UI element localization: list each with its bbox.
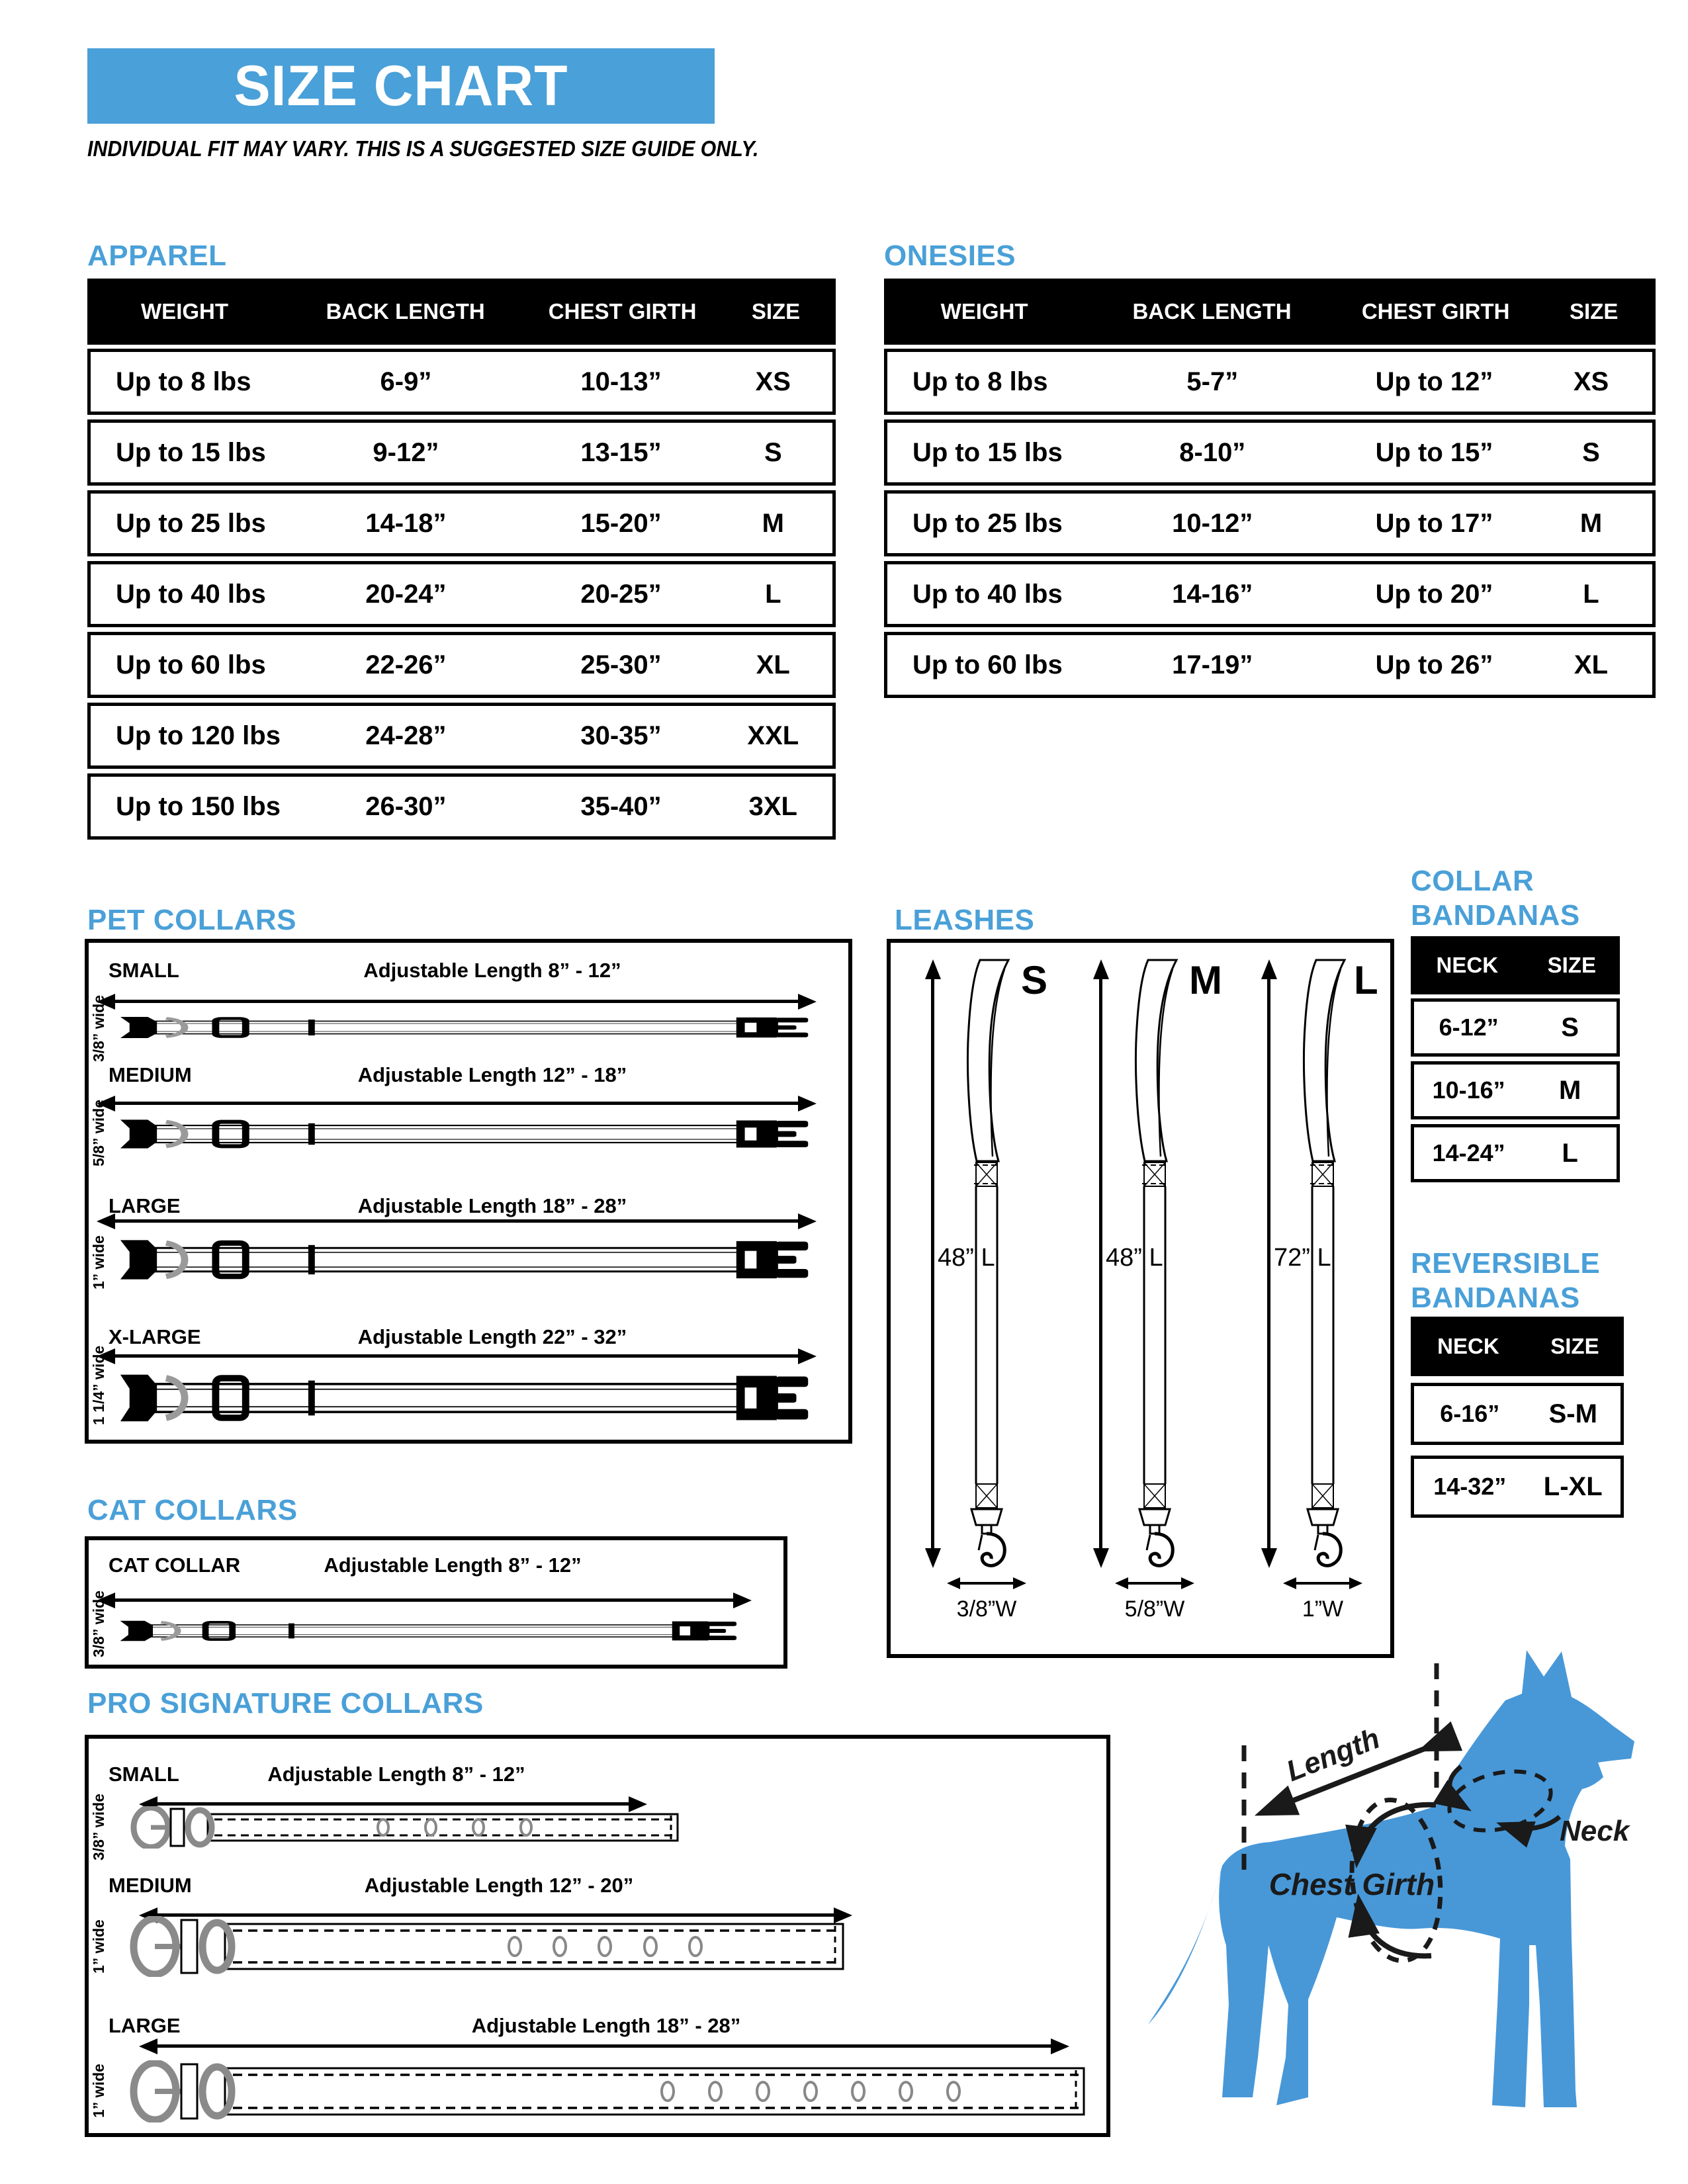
length-label: Length (1282, 1722, 1384, 1788)
neck-label: Neck (1560, 1815, 1630, 1847)
onesies-heading: ONESIES (884, 240, 1016, 272)
neck-cell: 10-16” (1432, 1076, 1505, 1104)
leash-width-arrow-icon (1128, 1582, 1181, 1585)
adjustable-length-label: Adjustable Length 22” - 32” (357, 1325, 627, 1348)
column-label: BACK LENGTH (326, 299, 485, 324)
column-label: SIZE (1550, 1334, 1599, 1358)
table-row (87, 632, 836, 698)
size-cell: XS (1573, 367, 1609, 396)
belt-collar-diagram-icon (128, 1806, 681, 1849)
neck-cell: 14-24” (1432, 1139, 1505, 1166)
adjustable-length-arrow-icon (115, 1354, 798, 1358)
size-cell: S (1582, 437, 1600, 467)
page-title: SIZE CHART (234, 54, 568, 118)
table-row (87, 773, 836, 840)
size-cell: L (1583, 579, 1599, 609)
back-length-cell: 10-12” (1172, 508, 1253, 538)
adjustable-length-arrow-icon (115, 1219, 798, 1223)
table-row (884, 419, 1656, 486)
leashes-heading: LEASHES (895, 904, 1035, 936)
chest-girth-cell: 15-20” (580, 508, 662, 538)
weight-cell: Up to 40 lbs (116, 579, 266, 609)
belt-collar-diagram-icon (128, 1916, 846, 1977)
weight-cell: Up to 15 lbs (116, 437, 266, 467)
pro-signature-collars-heading: PRO SIGNATURE COLLARS (87, 1687, 484, 1720)
chest-girth-cell: 10-13” (580, 367, 662, 396)
weight-cell: Up to 15 lbs (912, 437, 1063, 467)
table-row (87, 703, 836, 769)
adjustable-length-arrow-icon (115, 1598, 733, 1602)
title-bar (87, 48, 715, 124)
collar-width-label: 1” wide (90, 2064, 107, 2118)
collar-size-label: CAT COLLAR (109, 1553, 241, 1577)
table-row (1411, 998, 1620, 1057)
collar-width-label: 3/8” wide (90, 995, 107, 1063)
adjustable-length-arrow-icon (115, 1102, 798, 1105)
back-length-cell: 20-24” (365, 579, 447, 609)
back-length-cell: 9-12” (373, 437, 439, 467)
back-length-cell: 22-26” (365, 650, 447, 679)
back-length-cell: 6-9” (380, 367, 432, 396)
adjustable-length-label: Adjustable Length 18” - 28” (357, 1194, 627, 1217)
leash-width-arrow-icon (1296, 1582, 1349, 1585)
column-label: BACK LENGTH (1132, 299, 1292, 324)
table-row (1411, 1124, 1620, 1182)
back-length-cell: 26-30” (365, 791, 447, 821)
collar-diagram-icon (118, 1116, 819, 1152)
back-length-cell: 8-10” (1179, 437, 1246, 467)
leash-width-label: 1”W (1302, 1596, 1344, 1622)
size-cell: M (1579, 508, 1603, 538)
table-row (87, 419, 836, 486)
collar-width-label: 3/8” wide (90, 1591, 107, 1658)
chest-girth-cell: 30-35” (580, 721, 662, 750)
size-cell: XXL (747, 721, 799, 750)
table-row (87, 561, 836, 627)
weight-cell: Up to 25 lbs (912, 508, 1063, 538)
apparel-heading: APPAREL (87, 240, 227, 272)
leash-length-label: 72” L (1274, 1244, 1331, 1272)
size-cell: S (764, 437, 782, 467)
column-label: NECK (1436, 953, 1499, 977)
leash-width-label: 3/8”W (956, 1596, 1017, 1622)
chest-girth-cell: Up to 26” (1375, 650, 1493, 679)
chest-girth-cell: 25-30” (580, 650, 662, 679)
chest-girth-cell: 20-25” (580, 579, 662, 609)
neck-cell: 6-16” (1440, 1400, 1500, 1427)
measuring-guide-dog-illustration (1135, 1634, 1664, 2137)
size-cell: M (1558, 1075, 1581, 1105)
collar-diagram-icon (118, 1235, 819, 1284)
cat-collars-heading: CAT COLLARS (87, 1494, 298, 1526)
collar-diagram-icon (118, 1618, 746, 1643)
size-cell: XL (756, 650, 790, 679)
pro-signature-collars-panel (85, 1735, 1110, 2137)
leash-size-label: L (1354, 958, 1378, 1002)
table-row (884, 561, 1656, 627)
collar-width-label: 3/8” wide (90, 1794, 107, 1861)
neck-cell: 6-12” (1439, 1014, 1499, 1041)
weight-cell: Up to 150 lbs (116, 791, 281, 821)
column-label: CHEST GIRTH (1361, 299, 1510, 324)
weight-cell: Up to 40 lbs (912, 579, 1063, 609)
size-cell: XS (755, 367, 791, 396)
cat-collars-panel (85, 1536, 787, 1669)
adjustable-length-arrow-icon (115, 1000, 798, 1003)
leash-length-label: 48” L (1106, 1244, 1163, 1272)
leash-size-label: M (1189, 958, 1222, 1002)
chest-girth-cell: Up to 12” (1375, 367, 1493, 396)
weight-cell: Up to 60 lbs (116, 650, 266, 679)
collar-bandanas-heading (1411, 864, 1580, 933)
collar-bandanas-header (1411, 936, 1620, 994)
heading-line: BANDANAS (1411, 1282, 1580, 1314)
collar-size-label: SMALL (109, 1763, 179, 1786)
column-label: WEIGHT (940, 299, 1028, 324)
chest-girth-label: Chest Girth (1268, 1867, 1435, 1901)
collar-width-label: 1 1/4” wide (90, 1345, 107, 1426)
pet-collars-heading: PET COLLARS (87, 904, 296, 936)
back-length-cell: 14-18” (365, 508, 447, 538)
collar-size-label: MEDIUM (109, 1874, 192, 1897)
collar-size-label: X-LARGE (109, 1325, 201, 1348)
weight-cell: Up to 8 lbs (116, 367, 251, 396)
size-cell: S-M (1548, 1399, 1597, 1428)
pet-collars-panel (85, 939, 852, 1444)
onesies-table-header (884, 279, 1656, 345)
column-label: WEIGHT (141, 299, 229, 324)
adjustable-length-label: Adjustable Length 18” - 28” (471, 2014, 741, 2037)
size-cell: L (1562, 1138, 1578, 1168)
adjustable-length-arrow-icon (157, 1802, 629, 1806)
neck-cell: 14-32” (1433, 1473, 1507, 1500)
size-cell: 3XL (748, 791, 797, 821)
page-subtitle: INDIVIDUAL FIT MAY VARY. THIS IS A SUGGESTED SIZE GUIDE ONLY. (87, 136, 759, 161)
table-row (1411, 1383, 1624, 1445)
chest-girth-cell: 13-15” (580, 437, 662, 467)
column-label: SIZE (1547, 953, 1596, 977)
collar-diagram-icon (118, 1369, 819, 1427)
collar-size-label: MEDIUM (109, 1063, 192, 1086)
chest-girth-cell: Up to 20” (1375, 579, 1493, 609)
collar-size-label: LARGE (109, 1194, 181, 1217)
weight-cell: Up to 8 lbs (912, 367, 1048, 396)
size-cell: XL (1574, 650, 1609, 679)
chest-girth-cell: 35-40” (580, 791, 662, 821)
column-label: NECK (1437, 1334, 1499, 1358)
leash-width-arrow-icon (960, 1582, 1013, 1585)
chest-girth-cell: Up to 15” (1375, 437, 1493, 467)
size-cell: L (765, 579, 781, 609)
size-cell: L-XL (1543, 1471, 1603, 1501)
column-label: CHEST GIRTH (548, 299, 697, 324)
collar-diagram-icon (118, 1014, 819, 1041)
weight-cell: Up to 120 lbs (116, 721, 281, 750)
column-label: SIZE (751, 299, 801, 324)
leash-width-label: 5/8”W (1124, 1596, 1185, 1622)
heading-line: COLLAR (1411, 865, 1534, 897)
table-row (87, 349, 836, 415)
chest-girth-cell: Up to 17” (1375, 508, 1493, 538)
collar-width-label: 1” wide (90, 1919, 107, 1974)
back-length-cell: 14-16” (1172, 579, 1253, 609)
leash-length-label: 48” L (938, 1244, 995, 1272)
weight-cell: Up to 25 lbs (116, 508, 266, 538)
heading-line: REVERSIBLE (1411, 1247, 1601, 1280)
collar-size-label: LARGE (109, 2014, 181, 2037)
table-row (884, 632, 1656, 698)
adjustable-length-label: Adjustable Length 8” - 12” (363, 959, 621, 982)
collar-size-label: SMALL (109, 959, 179, 982)
back-length-cell: 5-7” (1186, 367, 1239, 396)
table-row (87, 490, 836, 556)
collar-width-label: 1” wide (90, 1235, 107, 1289)
heading-line: BANDANAS (1411, 899, 1580, 932)
weight-cell: Up to 60 lbs (912, 650, 1063, 679)
adjustable-length-label: Adjustable Length 8” - 12” (267, 1763, 525, 1786)
size-cell: M (762, 508, 784, 538)
table-row (884, 490, 1656, 556)
reversible-bandanas-heading (1411, 1246, 1600, 1315)
back-length-cell: 24-28” (365, 721, 447, 750)
leashes-panel (887, 939, 1394, 1658)
adjustable-length-arrow-icon (157, 2044, 1051, 2048)
belt-collar-diagram-icon (128, 2060, 1088, 2122)
table-row (1411, 1456, 1624, 1518)
table-row (1411, 1061, 1620, 1119)
size-cell: S (1561, 1012, 1579, 1042)
adjustable-length-label: Adjustable Length 8” - 12” (324, 1553, 582, 1577)
back-length-cell: 17-19” (1172, 650, 1253, 679)
reversible-bandanas-header (1411, 1317, 1624, 1376)
collar-width-label: 5/8” wide (90, 1100, 107, 1167)
table-row (884, 349, 1656, 415)
column-label: SIZE (1570, 299, 1619, 324)
leash-size-label: S (1021, 958, 1048, 1002)
adjustable-length-label: Adjustable Length 12” - 18” (357, 1063, 627, 1086)
apparel-table-header (87, 279, 836, 345)
adjustable-length-label: Adjustable Length 12” - 20” (364, 1874, 634, 1897)
